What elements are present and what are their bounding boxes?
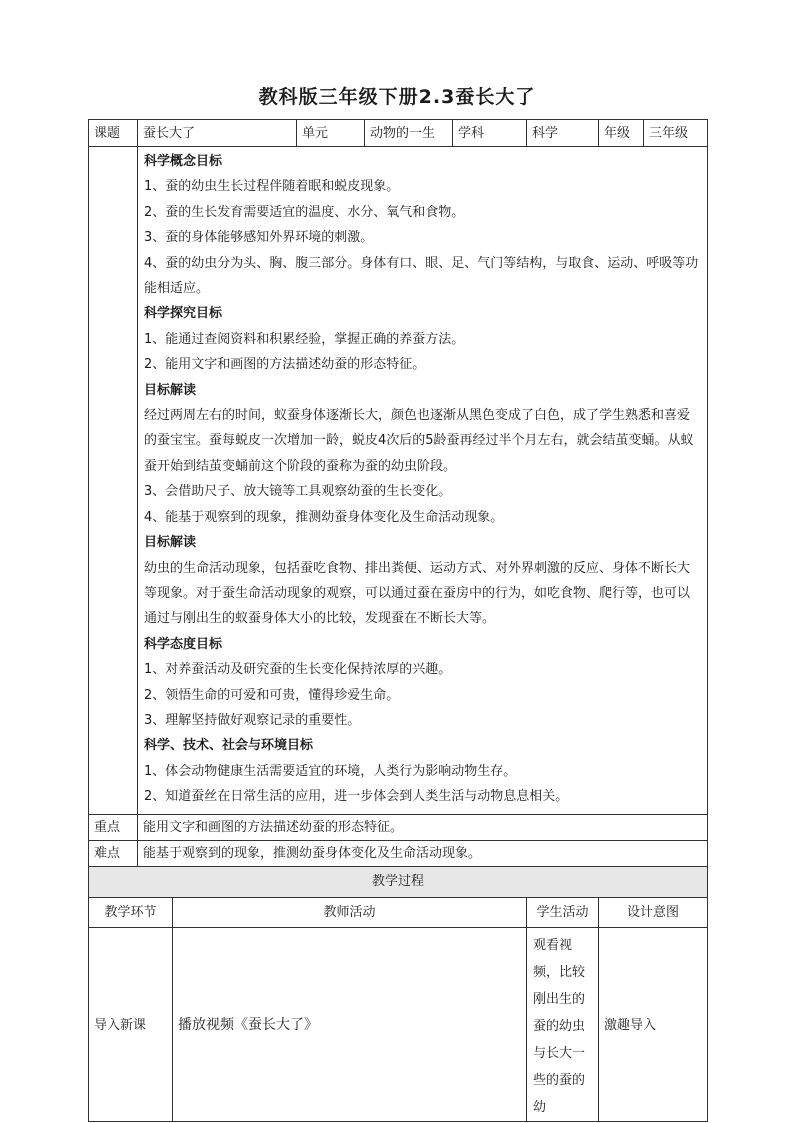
subject-label: 学科 (453, 120, 527, 147)
lesson-plan-table (88, 119, 708, 1122)
objective-heading: 科学态度目标 (144, 636, 223, 652)
objective-item: 2、知道蚕丝在日常生活的应用，进一步体会到人类生活与动物息息相关。 (144, 789, 569, 805)
grade-value: 三年级 (644, 120, 708, 147)
meta-row (89, 120, 708, 147)
objectives-content (138, 147, 708, 815)
objective-heading: 科学概念目标 (144, 154, 223, 169)
process-purpose: 激趣导入 (599, 927, 708, 1121)
key-point-value: 能用文字和画图的方法描述幼蚕的形态特征。 (138, 814, 708, 840)
objectives-label (89, 147, 138, 815)
difficulty-value: 能基于观察到的现象，推测幼蚕身体变化及生命活动现象。 (138, 840, 708, 866)
difficulty-row (89, 840, 708, 866)
header-stage: 教学环节 (89, 897, 173, 927)
objective-item: 2、蚕的生长发育需要适宜的温度、水分、氧气和食物。 (144, 204, 465, 220)
process-stage: 导入新课 (89, 927, 173, 1121)
process-title: 教学过程 (89, 866, 708, 897)
objective-item: 1、蚕的幼虫生长过程伴随着眠和蜕皮现象。 (144, 179, 400, 195)
objective-heading: 目标解读 (144, 382, 197, 398)
process-student-activity: 观看视频，比较刚出生的蚕的幼虫与长大一些的蚕的幼 (527, 927, 599, 1121)
process-title-row (89, 866, 708, 897)
process-teacher-activity: 播放视频《蚕长大了》 (173, 927, 527, 1121)
objectives-row (89, 147, 708, 815)
header-student: 学生活动 (527, 897, 599, 927)
grade-label: 年级 (599, 120, 644, 147)
key-point-row (89, 814, 708, 840)
unit-value: 动物的一生 (365, 120, 453, 147)
objective-item: 4、能基于观察到的现象，推测幼蚕身体变化及生命活动现象。 (144, 509, 504, 525)
objective-item: 1、能通过查阅资料和积累经验，掌握正确的养蚕方法。 (144, 331, 465, 347)
header-purpose: 设计意图 (599, 897, 708, 927)
objective-item: 2、领悟生命的可爱和可贵，懂得珍爱生命。 (144, 687, 400, 703)
objective-item: 4、蚕的幼虫分为头、胸、腹三部分。身体有口、眼、足、气门等结构，与取食、运动、呼吸等功能相适应。 (144, 255, 699, 297)
key-point-label: 重点 (89, 814, 138, 840)
process-row (89, 927, 708, 1121)
objective-item: 3、会借助尺子、放大镜等工具观察幼蚕的生长变化。 (144, 484, 452, 500)
objective-heading: 科学、技术、社会与环境目标 (144, 738, 314, 754)
objective-item: 幼虫的生命活动现象，包括蚕吃食物、排出粪便、运动方式、对外界刺激的反应、身体不断长大等现象。对于蚕生命活动现象的观察，可以通过蚕在蚕房中的行为，如吃食物、爬行等，也可以通过与刚出生的蚁蚕身体大小的比较，发现蚕在不断长大等。 (144, 560, 691, 627)
objective-item: 1、对养蚕活动及研究蚕的生长变化保持浓厚的兴趣。 (144, 662, 452, 678)
process-header-row (89, 897, 708, 927)
document-title: 教科版三年级下册2.3蚕长大了 (258, 86, 536, 108)
subject-value: 科学 (527, 120, 599, 147)
objective-heading: 科学探究目标 (144, 306, 223, 322)
objective-heading: 目标解读 (144, 535, 197, 551)
objective-item: 经过两周左右的时间，蚁蚕身体逐渐长大，颜色也逐渐从黑色变成了白色，成了学生熟悉和喜爱的蚕宝宝。蚕每蜕皮一次增加一龄，蜕皮4次后的5龄蚕再经过半个月左右，就会结茧变蛹。从蚁蚕开始到结茧变蛹前这个阶段的蚕称为蚕的幼虫阶段。 (144, 408, 694, 474)
header-teacher: 教师活动 (173, 897, 527, 927)
unit-label: 单元 (297, 120, 365, 147)
objective-item: 3、理解坚持做好观察记录的重要性。 (144, 712, 361, 728)
lesson-value: 蚕长大了 (138, 120, 297, 147)
objective-item: 1、体会动物健康生活需要适宜的环境，人类行为影响动物生存。 (144, 763, 517, 779)
difficulty-label: 难点 (89, 840, 138, 866)
objective-item: 3、蚕的身体能够感知外界环境的刺激。 (144, 230, 374, 246)
objective-item: 2、能用文字和画图的方法描述幼蚕的形态特征。 (144, 357, 426, 373)
lesson-label: 课题 (89, 120, 138, 147)
